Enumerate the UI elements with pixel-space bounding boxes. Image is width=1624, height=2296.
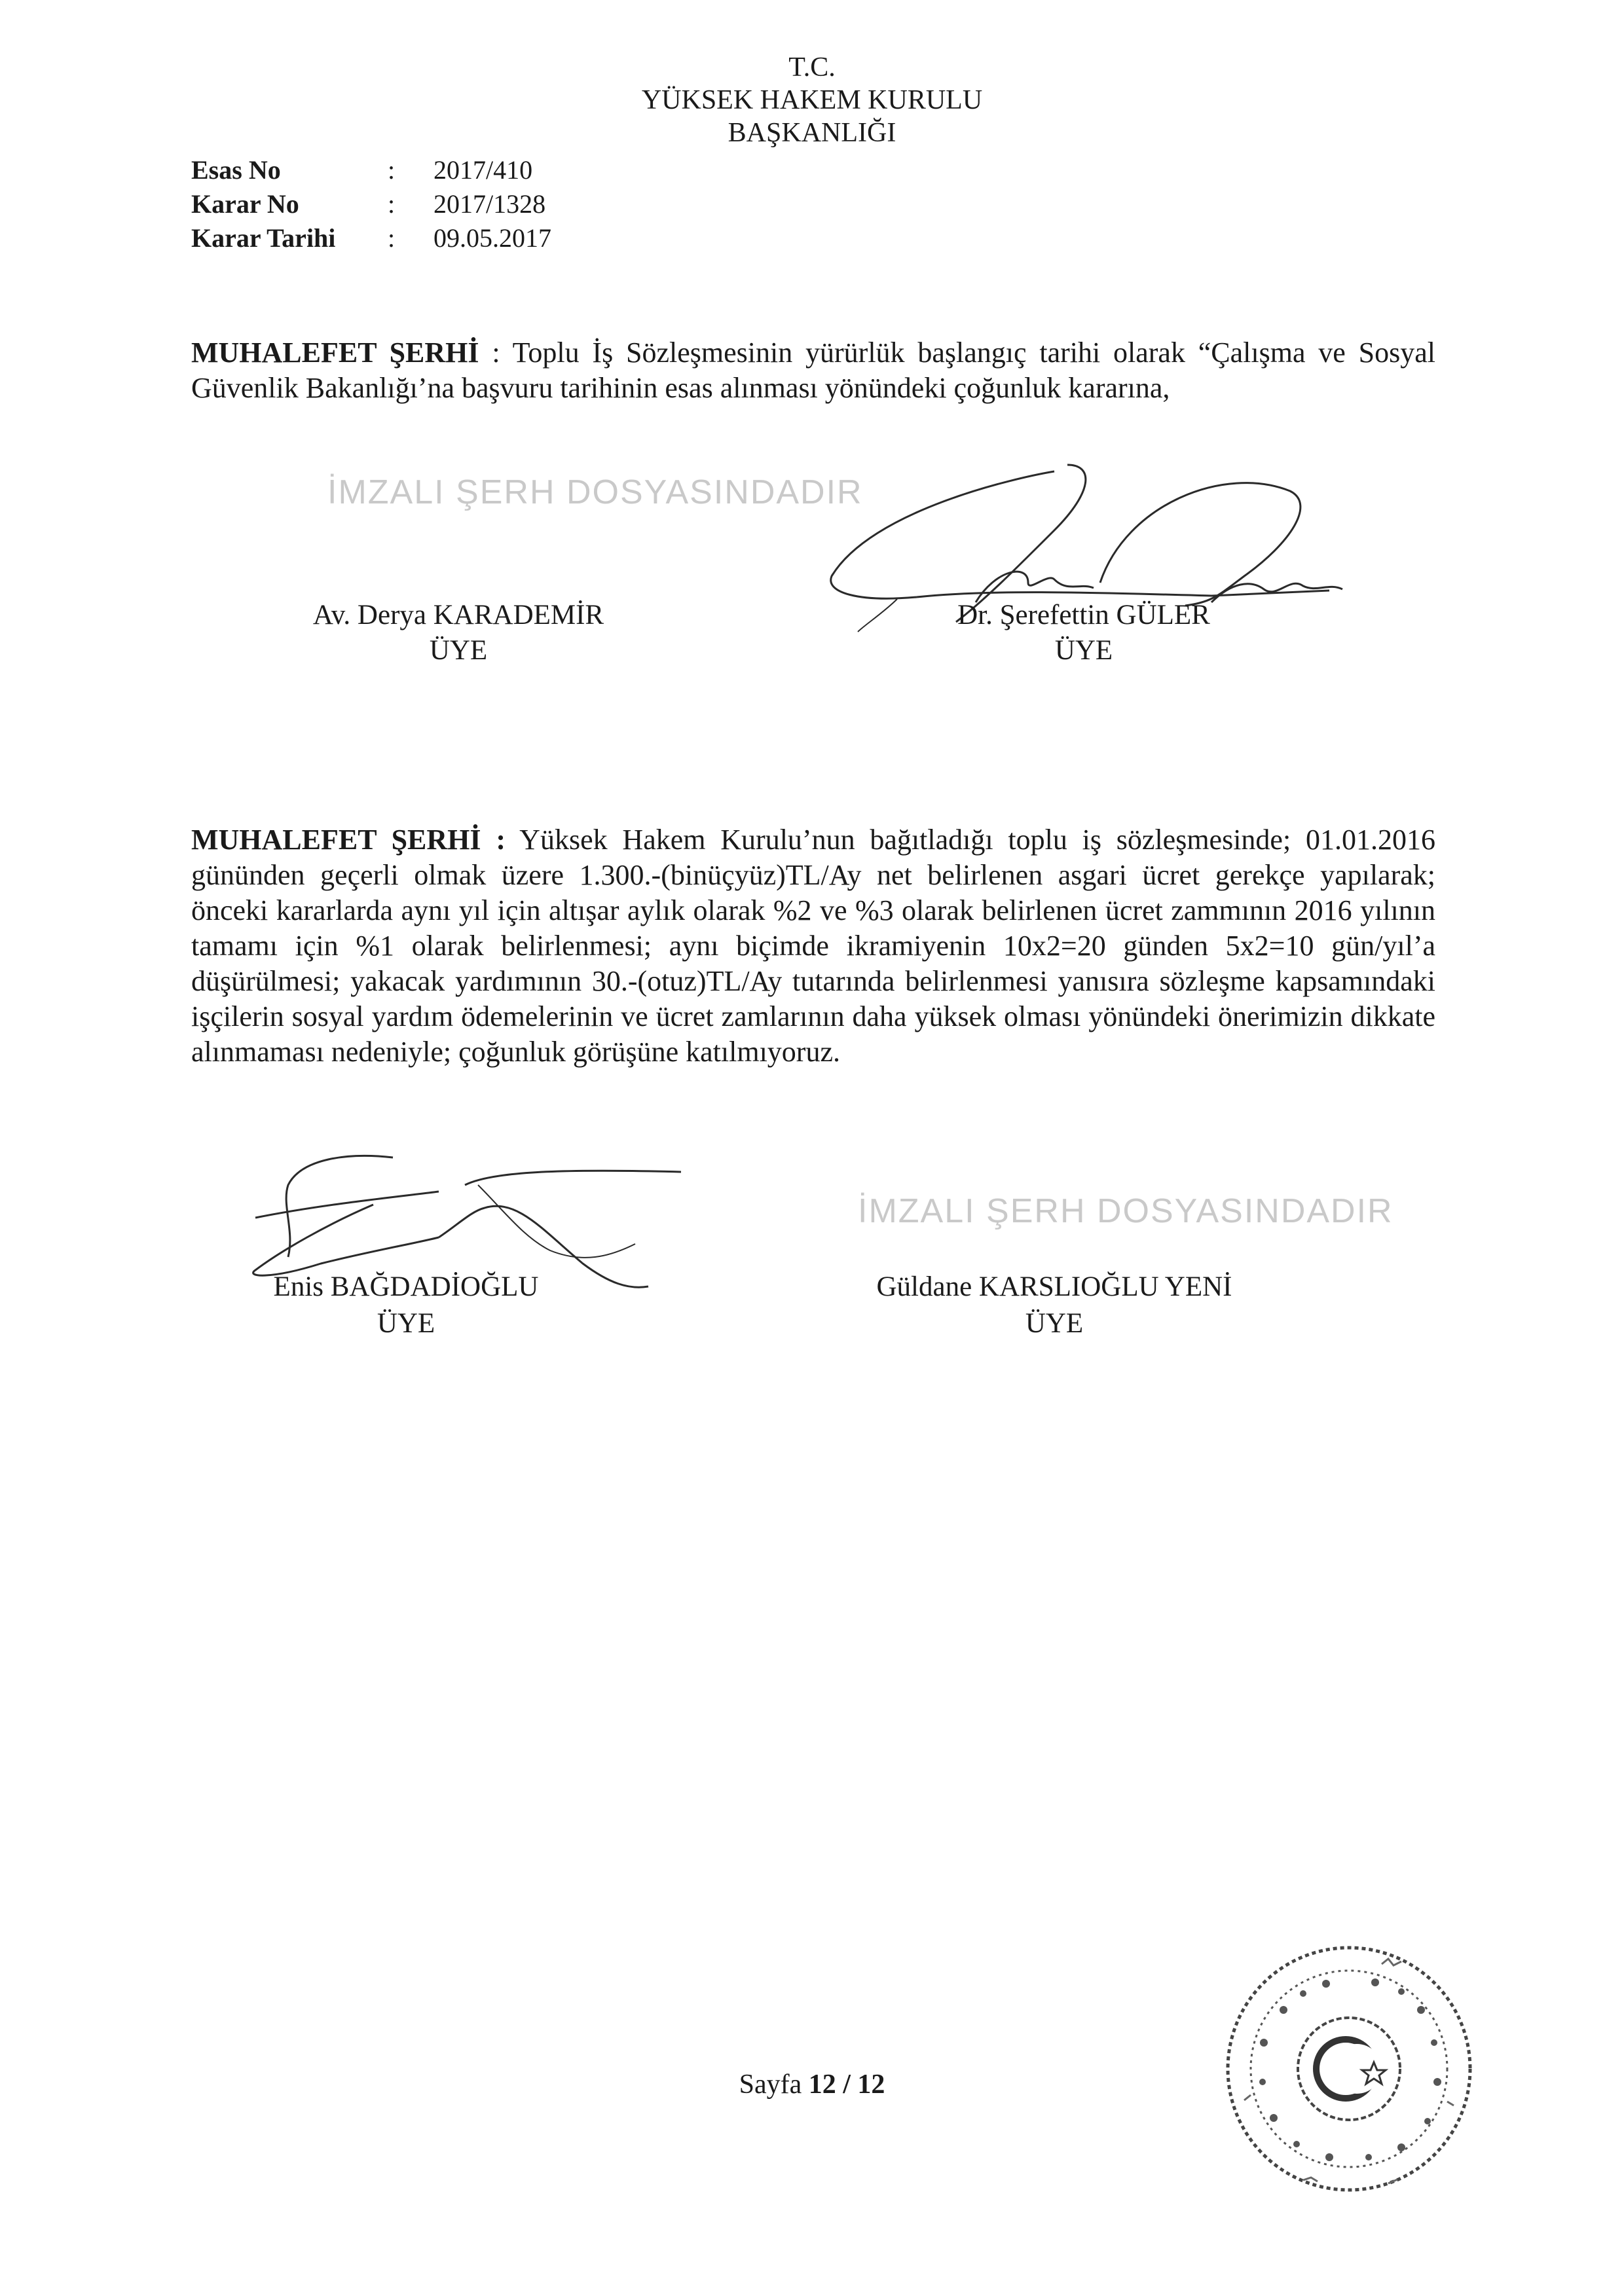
meta-colon: : (388, 223, 396, 253)
signer-name: Dr. Şerefettin GÜLER (957, 600, 1210, 630)
header-tc: T.C. (788, 52, 836, 82)
objection-heading: MUHALEFET ŞERHİ : (191, 824, 506, 856)
meta-value: 2017/410 (434, 155, 533, 185)
meta-label: Karar Tarihi (191, 223, 336, 253)
objection-paragraph-1 (191, 335, 1435, 406)
objection-text: Yüksek Hakem Kurulu’nun bağıtladığı toplu iş sözleşmesinde; 01.01.2016 gününden geçerli olmak üzere 1.300.-(binüçyüz)TL/Ay net belirlenen asgari ücret gerekçe yapılarak; önceki kararlarda aynı yıl için altışar aylık olarak %2 ve %3 olarak belirlenen ücret zammının 2016 yılının tamamı için %1 olarak belirlenmesi; aynı biçimde ikramiyenin 10x2=20 günden 5x2=10 gün/yıl’a düşürülmesi; yakacak yardımının 30.-(otuz)TL/Ay tutarında belirlenmesi yanısıra sözleşme kapsamındaki işçilerin sosyal yardım ödemelerinin ve ücret zamlarının daha yüksek olması yönündeki önerimizin dikkate alınmaması nedeniyle; çoğunluk görüşüne katılmıyoruz. (191, 824, 1435, 1068)
objection-text: : Toplu İş Sözleşmesinin yürürlük başlangıç tarihi olarak “Çalışma ve Sosyal Güvenlik Bakanlığı’na başvuru tarihinin esas alınması yönündeki çoğunluk kararına, (191, 337, 1435, 404)
meta-colon: : (388, 155, 396, 185)
header-presidency: BAŞKANLIĞI (728, 118, 896, 148)
meta-label: Karar No (191, 189, 299, 219)
header-institution: YÜKSEK HAKEM KURULU (641, 85, 983, 115)
page-number-prefix: Sayfa (739, 2069, 809, 2100)
signed-objection-stamp: İMZALI ŞERH DOSYASINDADIR (327, 473, 863, 511)
signer-name: Enis BAĞDADİOĞLU (273, 1271, 539, 1302)
official-seal-icon (1211, 1931, 1486, 2206)
page-number-value: 12 / 12 (808, 2069, 885, 2100)
meta-colon: : (388, 189, 396, 219)
signer-role: ÜYE (1054, 635, 1113, 666)
objection-paragraph-2 (191, 822, 1435, 1070)
signer-name: Güldane KARSLIOĞLU YENİ (876, 1271, 1232, 1302)
signer-name: Av. Derya KARADEMİR (312, 600, 604, 630)
signer-role: ÜYE (1025, 1308, 1084, 1339)
objection-heading: MUHALEFET ŞERHİ (191, 337, 479, 369)
signer-role: ÜYE (377, 1308, 435, 1339)
meta-value: 09.05.2017 (434, 223, 551, 253)
signed-objection-stamp: İMZALI ŞERH DOSYASINDADIR (858, 1192, 1393, 1230)
signer-role: ÜYE (429, 635, 488, 666)
meta-value: 2017/1328 (434, 189, 546, 219)
meta-label: Esas No (191, 155, 281, 185)
